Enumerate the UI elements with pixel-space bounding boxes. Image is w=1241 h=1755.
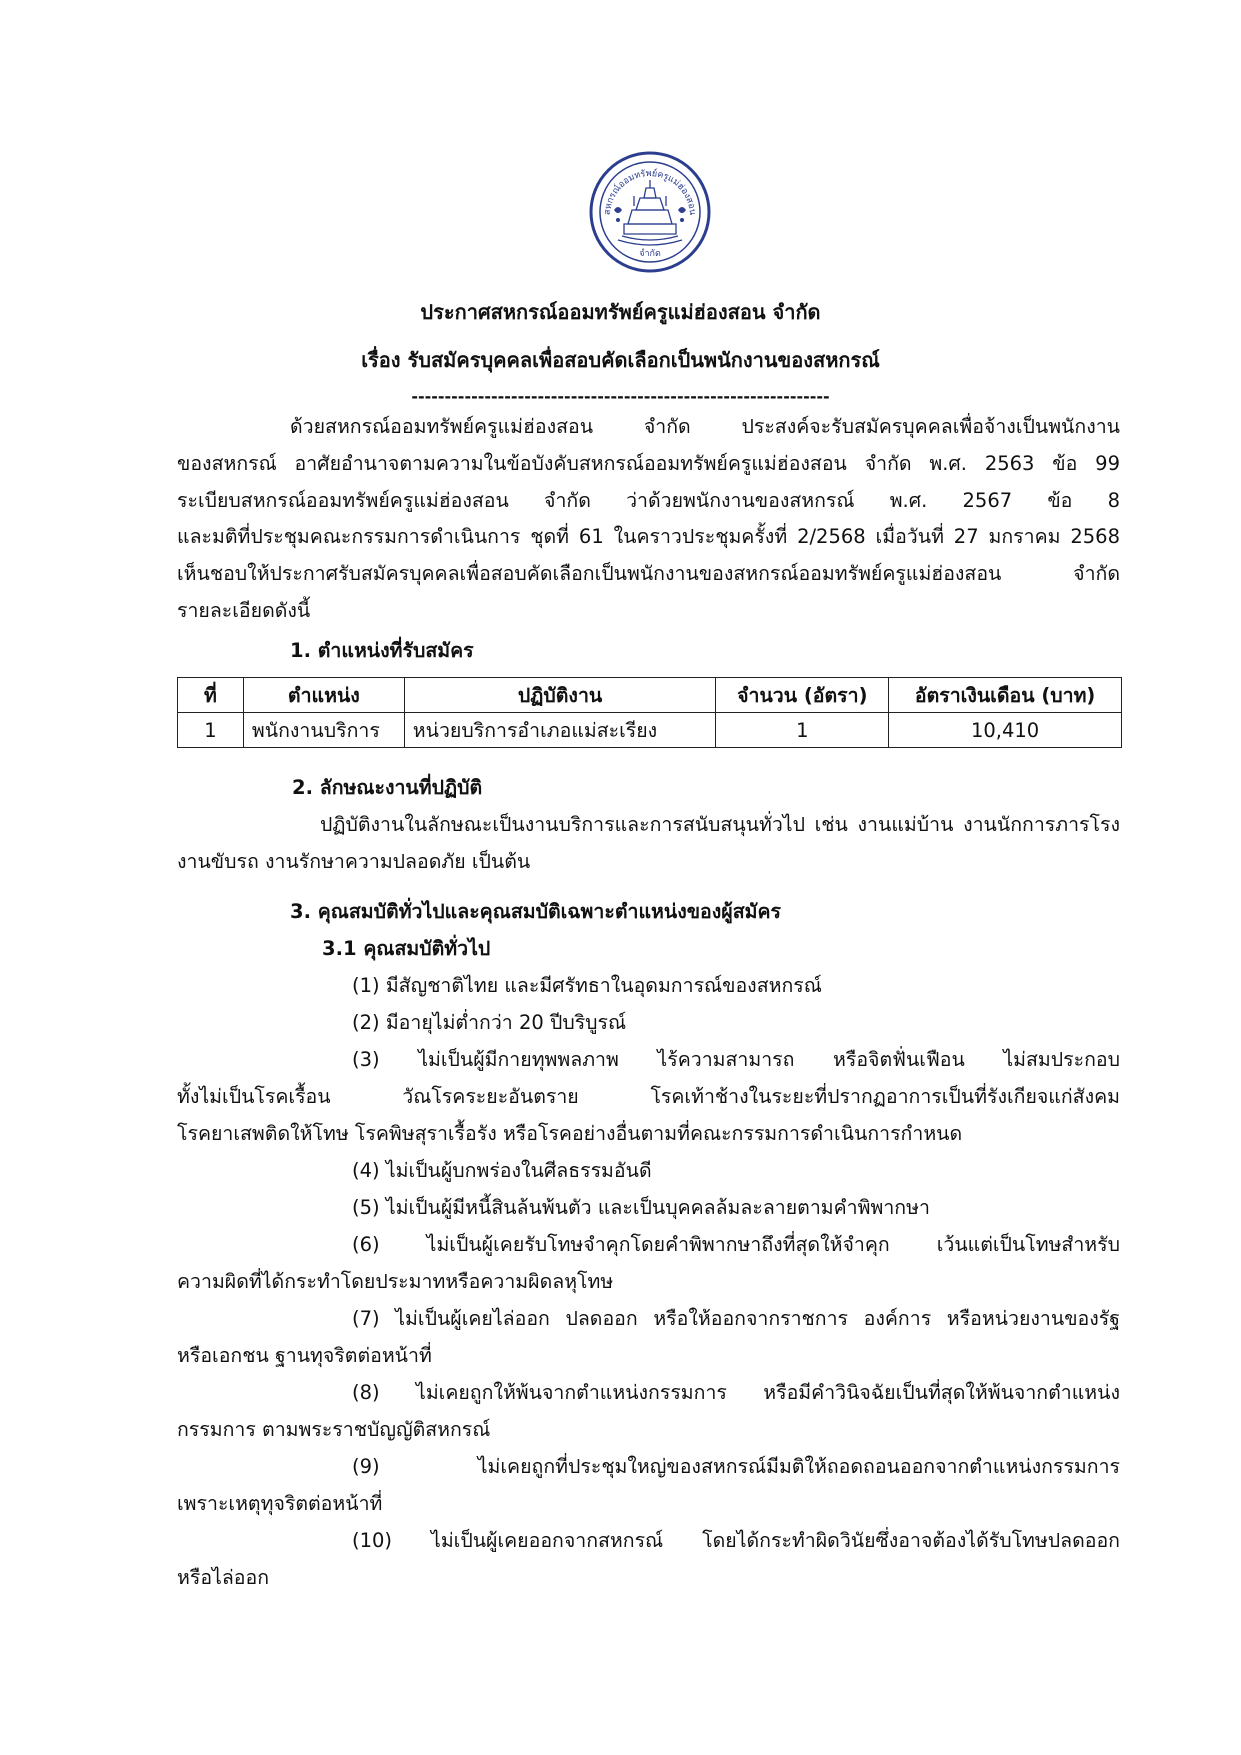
seal-name-arc: สหกรณ์ออมทรัพย์ครูแม่ฮ่องสอน xyxy=(602,168,698,216)
qualification-9-line-1: (9) ไม่เคยถูกที่ประชุมใหญ่ของสหกรณ์มีมติให้ถอดถอนออกจากตำแหน่งกรรมการ xyxy=(352,1455,1120,1478)
section-2-heading: 2. ลักษณะงานที่ปฏิบัติ xyxy=(292,776,483,799)
qualification-9-line-2: เพราะเหตุทุจริตต่อหน้าที่ xyxy=(177,1492,383,1515)
qualification-4: (4) ไม่เป็นผู้บกพร่องในศีลธรรมอันดี xyxy=(352,1159,652,1182)
header-no: ที่ xyxy=(178,678,244,713)
intro-line-2: ของสหกรณ์ อาศัยอำนาจตามความในข้อบังคับสหกรณ์ออมทรัพย์ครูแม่ฮ่องสอน จำกัด พ.ศ. 2563 ข้อ 99 xyxy=(177,452,1120,475)
section-2-line-1: ปฏิบัติงานในลักษณะเป็นงานบริการและการสนับสนุนทั่วไป เช่น งานแม่บ้าน งานนักการภารโรง xyxy=(320,813,1120,836)
section-3-heading: 3. คุณสมบัติทั่วไปและคุณสมบัติเฉพาะตำแหน่งของผู้สมัคร xyxy=(290,900,781,923)
header-salary: อัตราเงินเดือน (บาท) xyxy=(889,678,1122,713)
intro-line-4: และมติที่ประชุมคณะกรรมการดำเนินการ ชุดที่ 61 ในคราวประชุมครั้งที่ 2/2568 เมื่อวันที่ 27 มกราคม 2568 xyxy=(177,525,1120,548)
header-quota: จำนวน (อัตรา) xyxy=(716,678,889,713)
cell-quota: 1 xyxy=(716,713,889,748)
qualification-8-line-1: (8) ไม่เคยถูกให้พ้นจากตำแหน่งกรรมการ หรือมีคำวินิจฉัยเป็นที่สุดให้พ้นจากตำแหน่ง xyxy=(352,1381,1120,1404)
title-divider: --------------------------------------------------------------- xyxy=(411,387,830,406)
table-header-row xyxy=(178,678,1122,713)
qualification-3-line-2: ทั้งไม่เป็นโรคเรื้อน วัณโรคระยะอันตราย โรคเท้าช้างในระยะที่ปรากฏอาการเป็นที่รังเกียจแก่สังคม xyxy=(177,1085,1120,1108)
section-3-1-heading: 3.1 คุณสมบัติทั่วไป xyxy=(322,937,491,960)
announcement-title: ประกาศสหกรณ์ออมทรัพย์ครูแม่ฮ่องสอน จำกัด xyxy=(420,300,821,324)
table-row xyxy=(178,713,1122,748)
qualification-1: (1) มีสัญชาติไทย และมีศรัทธาในอุดมการณ์ของสหกรณ์ xyxy=(352,974,822,997)
cell-salary: 10,410 xyxy=(889,713,1122,748)
announcement-subject: เรื่อง รับสมัครบุคคลเพื่อสอบคัดเลือกเป็นพนักงานของสหกรณ์ xyxy=(361,348,880,372)
section-2-line-2: งานขับรถ งานรักษาความปลอดภัย เป็นต้น xyxy=(177,850,531,873)
qualification-7-line-1: (7) ไม่เป็นผู้เคยไล่ออก ปลดออก หรือให้ออกจากราชการ องค์การ หรือหน่วยงานของรัฐ xyxy=(352,1307,1120,1330)
qualification-3-line-1: (3) ไม่เป็นผู้มีกายทุพพลภาพ ไร้ความสามารถ หรือจิตฟั่นเฟือน ไม่สมประกอบ xyxy=(352,1048,1120,1071)
cell-position: พนักงานบริการ xyxy=(243,713,404,748)
seal-bottom-text: จำกัด xyxy=(639,249,661,259)
cooperative-seal-logo xyxy=(588,150,712,274)
qualification-6-line-2: ความผิดที่ได้กระทำโดยประมาทหรือความผิดลหุโทษ xyxy=(177,1270,614,1293)
seal-emblem-icon xyxy=(588,150,712,274)
qualification-10-line-2: หรือไล่ออก xyxy=(177,1566,270,1589)
qualification-7-line-2: หรือเอกชน ฐานทุจริตต่อหน้าที่ xyxy=(177,1344,432,1367)
qualification-8-line-2: กรรมการ ตามพระราชบัญญัติสหกรณ์ xyxy=(177,1418,491,1441)
cell-workplace: หน่วยบริการอำเภอแม่สะเรียง xyxy=(404,713,716,748)
intro-line-5: เห็นชอบให้ประกาศรับสมัครบุคคลเพื่อสอบคัดเลือกเป็นพนักงานของสหกรณ์ออมทรัพย์ครูแม่ฮ่องสอน จำกัด xyxy=(177,562,1120,585)
header-position: ตำแหน่ง xyxy=(243,678,404,713)
qualification-6-line-1: (6) ไม่เป็นผู้เคยรับโทษจำคุกโดยคำพิพากษาถึงที่สุดให้จำคุก เว้นแต่เป็นโทษสำหรับ xyxy=(352,1233,1120,1256)
section-1-heading: 1. ตำแหน่งที่รับสมัคร xyxy=(290,639,474,662)
intro-line-1: ด้วยสหกรณ์ออมทรัพย์ครูแม่ฮ่องสอน จำกัด ประสงค์จะรับสมัครบุคคลเพื่อจ้างเป็นพนักงาน xyxy=(290,415,1120,438)
qualification-5: (5) ไม่เป็นผู้มีหนี้สินล้นพ้นตัว และเป็นบุคคลล้มละลายตามคำพิพากษา xyxy=(352,1196,930,1219)
qualification-10-line-1: (10) ไม่เป็นผู้เคยออกจากสหกรณ์ โดยได้กระทำผิดวินัยซึ่งอาจต้องได้รับโทษปลดออก xyxy=(352,1529,1120,1552)
header-workplace: ปฏิบัติงาน xyxy=(404,678,716,713)
intro-line-3: ระเบียบสหกรณ์ออมทรัพย์ครูแม่ฮ่องสอน จำกัด ว่าด้วยพนักงานของสหกรณ์ พ.ศ. 2567 ข้อ 8 xyxy=(177,489,1120,512)
cell-no: 1 xyxy=(178,713,244,748)
intro-line-6: รายละเอียดดังนี้ xyxy=(177,599,311,622)
qualification-3-line-3: โรคยาเสพติดให้โทษ โรคพิษสุราเรื้อรัง หรือโรคอย่างอื่นตามที่คณะกรรมการดำเนินการกำหนด xyxy=(177,1122,963,1145)
qualification-2: (2) มีอายุไม่ต่ำกว่า 20 ปีบริบูรณ์ xyxy=(352,1011,627,1034)
positions-table xyxy=(177,677,1122,748)
